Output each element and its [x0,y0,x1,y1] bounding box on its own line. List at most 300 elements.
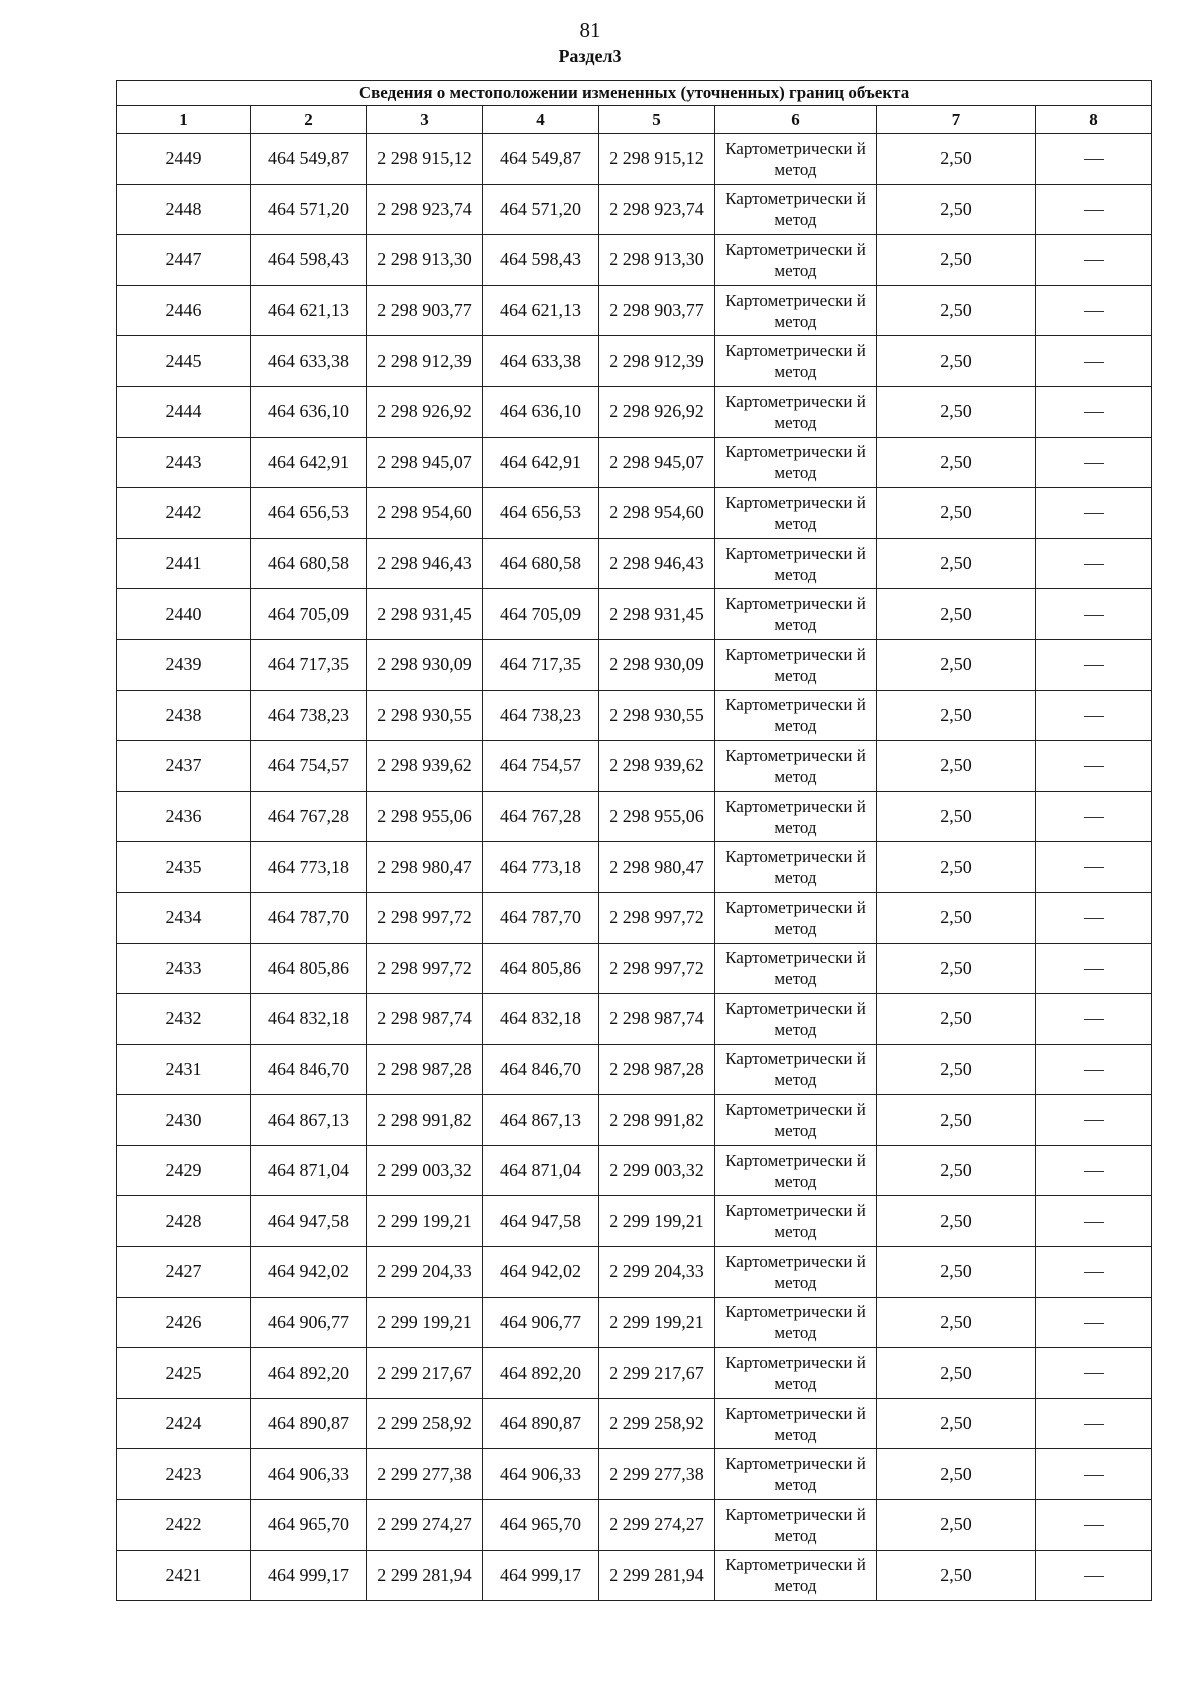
x-cell: 464 656,53 [251,488,367,539]
x-cell: 464 738,23 [251,690,367,741]
method-cell: Картометрически й метод [715,589,877,640]
new-y-cell: 2 298 903,77 [599,285,715,336]
new-x-cell: 464 805,86 [483,943,599,994]
description-cell [1036,1044,1152,1095]
y-cell: 2 298 997,72 [367,943,483,994]
x-cell: 464 906,77 [251,1297,367,1348]
table-header-row [117,106,1152,134]
y-cell: 2 298 931,45 [367,589,483,640]
new-y-cell: 2 298 991,82 [599,1095,715,1146]
method-cell: Картометрически й метод [715,1348,877,1399]
description-cell [1036,437,1152,488]
point-number-cell: 2428 [117,1196,251,1247]
description-cell [1036,1449,1152,1500]
new-y-cell: 2 299 281,94 [599,1550,715,1601]
description-cell [1036,943,1152,994]
new-x-cell: 464 754,57 [483,741,599,792]
dash-mark [1084,210,1104,212]
method-cell: Картометрически й метод [715,741,877,792]
x-cell: 464 754,57 [251,741,367,792]
x-cell: 464 832,18 [251,994,367,1045]
new-x-cell: 464 738,23 [483,690,599,741]
point-number-cell: 2436 [117,791,251,842]
point-number-cell: 2444 [117,386,251,437]
column-header-7: 7 [877,106,1036,134]
table-row [117,386,1152,437]
point-number-cell: 2435 [117,842,251,893]
x-cell: 464 787,70 [251,892,367,943]
description-cell [1036,1398,1152,1449]
x-cell: 464 598,43 [251,235,367,286]
column-header-1: 1 [117,106,251,134]
description-cell [1036,235,1152,286]
new-y-cell: 2 298 912,39 [599,336,715,387]
method-cell: Картометрически й метод [715,1196,877,1247]
table-row [117,1196,1152,1247]
dash-mark [1084,1070,1104,1072]
table-row [117,1247,1152,1298]
y-cell: 2 298 912,39 [367,336,483,387]
new-y-cell: 2 299 199,21 [599,1196,715,1247]
dash-mark [1084,1019,1104,1021]
accuracy-cell: 2,50 [877,437,1036,488]
accuracy-cell: 2,50 [877,1550,1036,1601]
method-cell: Картометрически й метод [715,1145,877,1196]
new-y-cell: 2 299 204,33 [599,1247,715,1298]
new-x-cell: 464 942,02 [483,1247,599,1298]
dash-mark [1084,1120,1104,1122]
dash-mark [1084,564,1104,566]
point-number-cell: 2431 [117,1044,251,1095]
method-cell: Картометрически й метод [715,235,877,286]
method-cell: Картометрически й метод [715,134,877,185]
accuracy-cell: 2,50 [877,1095,1036,1146]
x-cell: 464 636,10 [251,386,367,437]
new-x-cell: 464 705,09 [483,589,599,640]
description-cell [1036,1500,1152,1551]
x-cell: 464 965,70 [251,1500,367,1551]
accuracy-cell: 2,50 [877,791,1036,842]
new-y-cell: 2 298 955,06 [599,791,715,842]
point-number-cell: 2434 [117,892,251,943]
y-cell: 2 299 199,21 [367,1196,483,1247]
method-cell: Картометрически й метод [715,842,877,893]
method-cell: Картометрически й метод [715,639,877,690]
accuracy-cell: 2,50 [877,639,1036,690]
table-row [117,1500,1152,1551]
method-cell: Картометрически й метод [715,1297,877,1348]
description-cell [1036,842,1152,893]
column-header-5: 5 [599,106,715,134]
table-row [117,842,1152,893]
description-cell [1036,1145,1152,1196]
y-cell: 2 298 939,62 [367,741,483,792]
dash-mark [1084,513,1104,515]
table-row [117,488,1152,539]
new-y-cell: 2 298 945,07 [599,437,715,488]
accuracy-cell: 2,50 [877,1398,1036,1449]
section-title: Раздел3 [558,46,622,66]
new-x-cell: 464 656,53 [483,488,599,539]
y-cell: 2 298 987,28 [367,1044,483,1095]
table-row [117,437,1152,488]
dash-mark [1084,918,1104,920]
point-number-cell: 2438 [117,690,251,741]
new-x-cell: 464 965,70 [483,1500,599,1551]
x-cell: 464 767,28 [251,791,367,842]
x-cell: 464 890,87 [251,1398,367,1449]
accuracy-cell: 2,50 [877,741,1036,792]
x-cell: 464 942,02 [251,1247,367,1298]
table-row [117,639,1152,690]
accuracy-cell: 2,50 [877,1500,1036,1551]
x-cell: 464 773,18 [251,842,367,893]
new-x-cell: 464 680,58 [483,538,599,589]
dash-mark [1084,260,1104,262]
point-number-cell: 2429 [117,1145,251,1196]
point-number-cell: 2448 [117,184,251,235]
x-cell: 464 571,20 [251,184,367,235]
accuracy-cell: 2,50 [877,488,1036,539]
accuracy-cell: 2,50 [877,1297,1036,1348]
dash-mark [1084,412,1104,414]
y-cell: 2 298 945,07 [367,437,483,488]
accuracy-cell: 2,50 [877,842,1036,893]
new-y-cell: 2 298 946,43 [599,538,715,589]
table-row [117,1449,1152,1500]
y-cell: 2 298 955,06 [367,791,483,842]
new-x-cell: 464 832,18 [483,994,599,1045]
dash-mark [1084,362,1104,364]
new-x-cell: 464 549,87 [483,134,599,185]
description-cell [1036,488,1152,539]
new-x-cell: 464 636,10 [483,386,599,437]
new-y-cell: 2 298 997,72 [599,892,715,943]
point-number-cell: 2426 [117,1297,251,1348]
description-cell [1036,741,1152,792]
y-cell: 2 299 003,32 [367,1145,483,1196]
method-cell: Картометрически й метод [715,1550,877,1601]
dash-mark [1084,615,1104,617]
description-cell [1036,336,1152,387]
method-cell: Картометрически й метод [715,943,877,994]
point-number-cell: 2439 [117,639,251,690]
new-y-cell: 2 298 915,12 [599,134,715,185]
table-row [117,336,1152,387]
new-y-cell: 2 298 931,45 [599,589,715,640]
table-row [117,285,1152,336]
x-cell: 464 947,58 [251,1196,367,1247]
table-row [117,235,1152,286]
table-row [117,1348,1152,1399]
accuracy-cell: 2,50 [877,943,1036,994]
point-number-cell: 2432 [117,994,251,1045]
new-y-cell: 2 298 923,74 [599,184,715,235]
method-cell: Картометрически й метод [715,1247,877,1298]
x-cell: 464 680,58 [251,538,367,589]
new-y-cell: 2 298 980,47 [599,842,715,893]
point-number-cell: 2437 [117,741,251,792]
point-number-cell: 2424 [117,1398,251,1449]
accuracy-cell: 2,50 [877,336,1036,387]
x-cell: 464 549,87 [251,134,367,185]
new-y-cell: 2 299 277,38 [599,1449,715,1500]
point-number-cell: 2425 [117,1348,251,1399]
new-y-cell: 2 299 199,21 [599,1297,715,1348]
description-cell [1036,386,1152,437]
y-cell: 2 298 915,12 [367,134,483,185]
accuracy-cell: 2,50 [877,1247,1036,1298]
new-x-cell: 464 846,70 [483,1044,599,1095]
x-cell: 464 705,09 [251,589,367,640]
y-cell: 2 298 903,77 [367,285,483,336]
accuracy-cell: 2,50 [877,285,1036,336]
table-caption: Сведения о местоположении измененных (уточненных) границ объекта [117,81,1152,106]
dash-mark [1084,1525,1104,1527]
accuracy-cell: 2,50 [877,235,1036,286]
accuracy-cell: 2,50 [877,690,1036,741]
description-cell [1036,1297,1152,1348]
dash-mark [1084,716,1104,718]
new-y-cell: 2 298 930,09 [599,639,715,690]
y-cell: 2 298 913,30 [367,235,483,286]
column-header-8: 8 [1036,106,1152,134]
y-cell: 2 298 930,09 [367,639,483,690]
x-cell: 464 633,38 [251,336,367,387]
description-cell [1036,589,1152,640]
new-y-cell: 2 298 926,92 [599,386,715,437]
new-y-cell: 2 299 274,27 [599,1500,715,1551]
method-cell: Картометрически й метод [715,1044,877,1095]
method-cell: Картометрически й метод [715,690,877,741]
description-cell [1036,1095,1152,1146]
point-number-cell: 2446 [117,285,251,336]
new-x-cell: 464 773,18 [483,842,599,893]
accuracy-cell: 2,50 [877,134,1036,185]
y-cell: 2 298 987,74 [367,994,483,1045]
point-number-cell: 2447 [117,235,251,286]
table-row [117,589,1152,640]
point-number-cell: 2440 [117,589,251,640]
accuracy-cell: 2,50 [877,1196,1036,1247]
y-cell: 2 299 258,92 [367,1398,483,1449]
new-y-cell: 2 299 217,67 [599,1348,715,1399]
new-x-cell: 464 787,70 [483,892,599,943]
description-cell [1036,134,1152,185]
accuracy-cell: 2,50 [877,184,1036,235]
table-row [117,690,1152,741]
x-cell: 464 906,33 [251,1449,367,1500]
new-x-cell: 464 999,17 [483,1550,599,1601]
dash-mark [1084,1323,1104,1325]
dash-mark [1084,1222,1104,1224]
dash-mark [1084,817,1104,819]
y-cell: 2 299 277,38 [367,1449,483,1500]
column-header-2: 2 [251,106,367,134]
method-cell: Картометрически й метод [715,1398,877,1449]
new-y-cell: 2 298 997,72 [599,943,715,994]
accuracy-cell: 2,50 [877,1145,1036,1196]
y-cell: 2 298 980,47 [367,842,483,893]
dash-mark [1084,311,1104,313]
point-number-cell: 2445 [117,336,251,387]
method-cell: Картометрически й метод [715,538,877,589]
description-cell [1036,285,1152,336]
description-cell [1036,892,1152,943]
y-cell: 2 298 926,92 [367,386,483,437]
new-x-cell: 464 892,20 [483,1348,599,1399]
point-number-cell: 2427 [117,1247,251,1298]
accuracy-cell: 2,50 [877,1449,1036,1500]
method-cell: Картометрически й метод [715,437,877,488]
description-cell [1036,994,1152,1045]
dash-mark [1084,766,1104,768]
table-row [117,538,1152,589]
new-x-cell: 464 867,13 [483,1095,599,1146]
description-cell [1036,538,1152,589]
new-y-cell: 2 298 939,62 [599,741,715,792]
point-number-cell: 2442 [117,488,251,539]
y-cell: 2 298 930,55 [367,690,483,741]
new-x-cell: 464 906,77 [483,1297,599,1348]
point-number-cell: 2423 [117,1449,251,1500]
description-cell [1036,1550,1152,1601]
description-cell [1036,791,1152,842]
table-row [117,994,1152,1045]
method-cell: Картометрически й метод [715,336,877,387]
new-y-cell: 2 298 954,60 [599,488,715,539]
new-y-cell: 2 299 258,92 [599,1398,715,1449]
x-cell: 464 846,70 [251,1044,367,1095]
new-x-cell: 464 890,87 [483,1398,599,1449]
accuracy-cell: 2,50 [877,1348,1036,1399]
table-row [117,892,1152,943]
new-x-cell: 464 621,13 [483,285,599,336]
table-row [117,184,1152,235]
x-cell: 464 621,13 [251,285,367,336]
method-cell: Картометрически й метод [715,488,877,539]
page-number: 81 [579,18,601,42]
table-row [117,134,1152,185]
table-row [117,1145,1152,1196]
new-y-cell: 2 298 930,55 [599,690,715,741]
x-cell: 464 717,35 [251,639,367,690]
y-cell: 2 298 946,43 [367,538,483,589]
dash-mark [1084,1475,1104,1477]
point-number-cell: 2449 [117,134,251,185]
method-cell: Картометрически й метод [715,994,877,1045]
table-row [117,1044,1152,1095]
dash-mark [1084,665,1104,667]
boundary-coordinates-table [116,80,1152,1601]
method-cell: Картометрически й метод [715,1500,877,1551]
new-y-cell: 2 298 987,28 [599,1044,715,1095]
x-cell: 464 871,04 [251,1145,367,1196]
table-row [117,741,1152,792]
accuracy-cell: 2,50 [877,386,1036,437]
table-row [117,1297,1152,1348]
dash-mark [1084,1424,1104,1426]
column-header-6: 6 [715,106,877,134]
new-y-cell: 2 299 003,32 [599,1145,715,1196]
method-cell: Картометрически й метод [715,1095,877,1146]
table-row [117,1550,1152,1601]
y-cell: 2 299 274,27 [367,1500,483,1551]
new-x-cell: 464 633,38 [483,336,599,387]
y-cell: 2 298 991,82 [367,1095,483,1146]
y-cell: 2 298 997,72 [367,892,483,943]
y-cell: 2 299 217,67 [367,1348,483,1399]
point-number-cell: 2430 [117,1095,251,1146]
y-cell: 2 299 281,94 [367,1550,483,1601]
method-cell: Картометрически й метод [715,184,877,235]
description-cell [1036,1196,1152,1247]
point-number-cell: 2441 [117,538,251,589]
column-header-3: 3 [367,106,483,134]
dash-mark [1084,969,1104,971]
new-x-cell: 464 571,20 [483,184,599,235]
new-x-cell: 464 642,91 [483,437,599,488]
x-cell: 464 999,17 [251,1550,367,1601]
column-header-4: 4 [483,106,599,134]
dash-mark [1084,1272,1104,1274]
method-cell: Картометрически й метод [715,386,877,437]
description-cell [1036,690,1152,741]
table-row [117,1398,1152,1449]
y-cell: 2 298 923,74 [367,184,483,235]
accuracy-cell: 2,50 [877,538,1036,589]
new-x-cell: 464 717,35 [483,639,599,690]
accuracy-cell: 2,50 [877,892,1036,943]
accuracy-cell: 2,50 [877,1044,1036,1095]
accuracy-cell: 2,50 [877,994,1036,1045]
dash-mark [1084,1373,1104,1375]
table-row [117,791,1152,842]
method-cell: Картометрически й метод [715,892,877,943]
description-cell [1036,184,1152,235]
dash-mark [1084,867,1104,869]
new-x-cell: 464 598,43 [483,235,599,286]
table-row [117,943,1152,994]
point-number-cell: 2433 [117,943,251,994]
new-x-cell: 464 871,04 [483,1145,599,1196]
point-number-cell: 2443 [117,437,251,488]
new-x-cell: 464 947,58 [483,1196,599,1247]
x-cell: 464 805,86 [251,943,367,994]
description-cell [1036,1247,1152,1298]
method-cell: Картометрически й метод [715,285,877,336]
y-cell: 2 299 204,33 [367,1247,483,1298]
method-cell: Картометрически й метод [715,791,877,842]
new-y-cell: 2 298 913,30 [599,235,715,286]
x-cell: 464 642,91 [251,437,367,488]
description-cell [1036,1348,1152,1399]
y-cell: 2 299 199,21 [367,1297,483,1348]
dash-mark [1084,159,1104,161]
y-cell: 2 298 954,60 [367,488,483,539]
accuracy-cell: 2,50 [877,589,1036,640]
point-number-cell: 2422 [117,1500,251,1551]
table-row [117,1095,1152,1146]
dash-mark [1084,463,1104,465]
new-x-cell: 464 767,28 [483,791,599,842]
dash-mark [1084,1576,1104,1578]
dash-mark [1084,1171,1104,1173]
new-x-cell: 464 906,33 [483,1449,599,1500]
description-cell [1036,639,1152,690]
point-number-cell: 2421 [117,1550,251,1601]
method-cell: Картометрически й метод [715,1449,877,1500]
